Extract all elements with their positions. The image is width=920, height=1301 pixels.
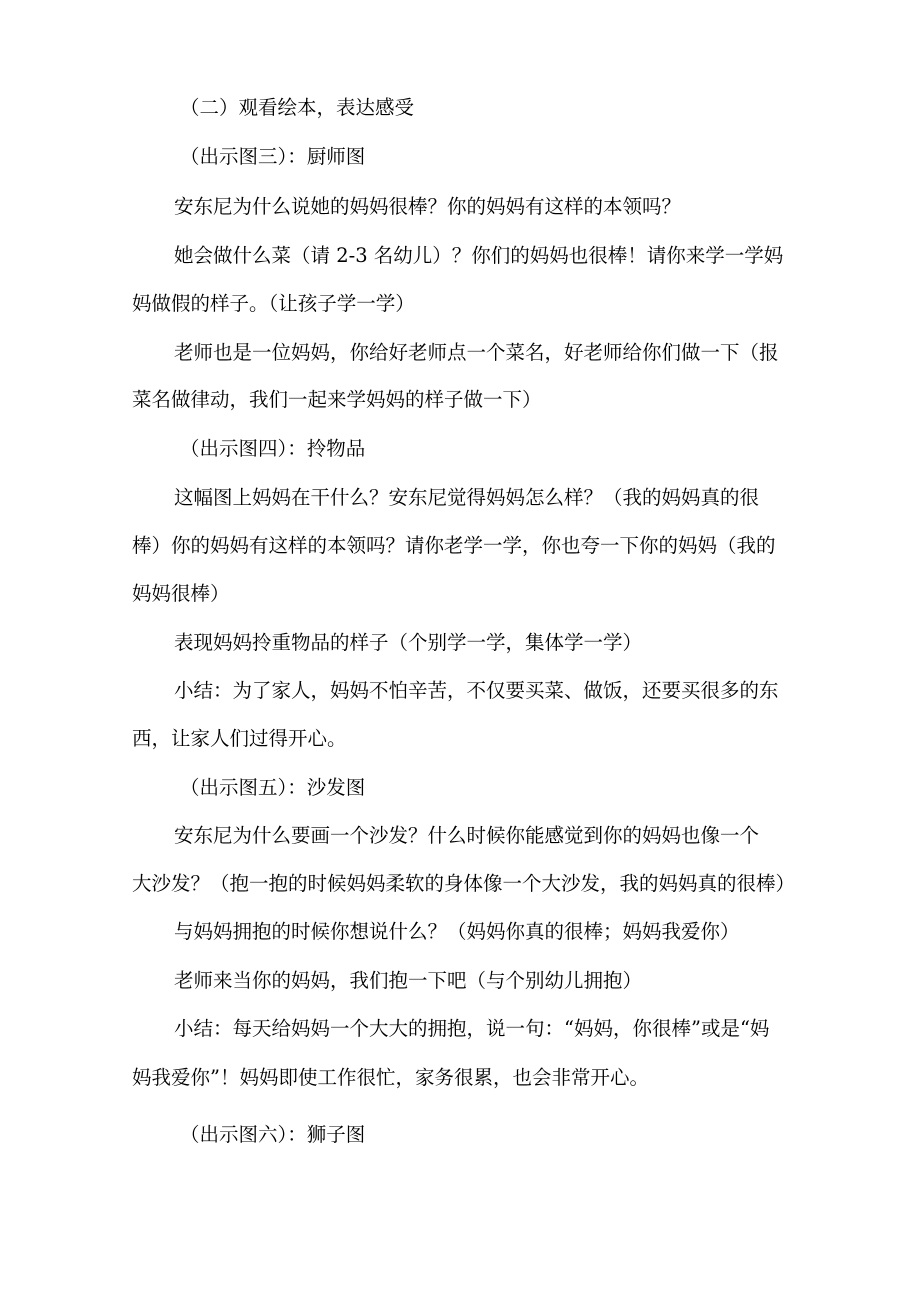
paragraph-line: 安东尼为什么说她的妈妈很棒？你的妈妈有这样的本领吗？ bbox=[174, 195, 682, 218]
paragraph-line: 棒）你的妈妈有这样的本领吗？请你老学一学，你也夸一下你的妈妈（我的 bbox=[132, 534, 776, 557]
figure-caption: （出示图四）：拎物品 bbox=[180, 437, 366, 460]
paragraph-line: 这幅图上妈妈在干什么？安东尼觉得妈妈怎么样？（我的妈妈真的很 bbox=[174, 486, 760, 509]
paragraph-line: 菜名做律动，我们一起来学妈妈的样子做一下） bbox=[132, 388, 542, 411]
paragraph-line: 表现妈妈拎重物品的样子（个别学一学，集体学一学） bbox=[174, 631, 643, 654]
paragraph-line: 安东尼为什么要画一个沙发？什么时候你能感觉到你的妈妈也像一个 bbox=[174, 824, 760, 847]
paragraph-line: 大沙发？（抱一抱的时候妈妈柔软的身体像一个大沙发，我的妈妈真的很棒） bbox=[132, 872, 796, 895]
paragraph-line: 她会做什么菜（请 2-3 名幼儿）？你们的妈妈也很棒！请你来学一学妈 bbox=[174, 244, 784, 267]
paragraph-line: 妈妈很棒） bbox=[132, 582, 230, 605]
summary-line: 小结：每天给妈妈一个大大的拥抱，说一句：“妈妈，你很棒”或是“妈 bbox=[174, 1017, 770, 1040]
figure-caption: （出示图三）：厨师图 bbox=[180, 145, 366, 168]
paragraph-line: 老师来当你的妈妈，我们抱一下吧（与个别幼儿拥抱） bbox=[174, 969, 643, 992]
summary-line: 西，让家人们过得开心。 bbox=[132, 727, 347, 750]
summary-line: 小结：为了家人，妈妈不怕辛苦，不仅要买菜、做饭，还要买很多的东 bbox=[174, 679, 779, 702]
figure-caption: （出示图六）：狮子图 bbox=[180, 1123, 366, 1146]
summary-line: 妈我爱你”！妈妈即使工作很忙，家务很累，也会非常开心。 bbox=[132, 1066, 649, 1089]
figure-caption: （出示图五）：沙发图 bbox=[180, 776, 366, 799]
paragraph-line: 老师也是一位妈妈，你给好老师点一个菜名，好老师给你们做一下（报 bbox=[174, 341, 779, 364]
section-heading: （二）观看绘本，表达感受 bbox=[180, 96, 415, 119]
paragraph-line: 与妈妈拥抱的时候你想说什么？（妈妈你真的很棒；妈妈我爱你） bbox=[174, 920, 740, 943]
paragraph-line: 妈做假的样子。（让孩子学一学） bbox=[132, 292, 415, 315]
